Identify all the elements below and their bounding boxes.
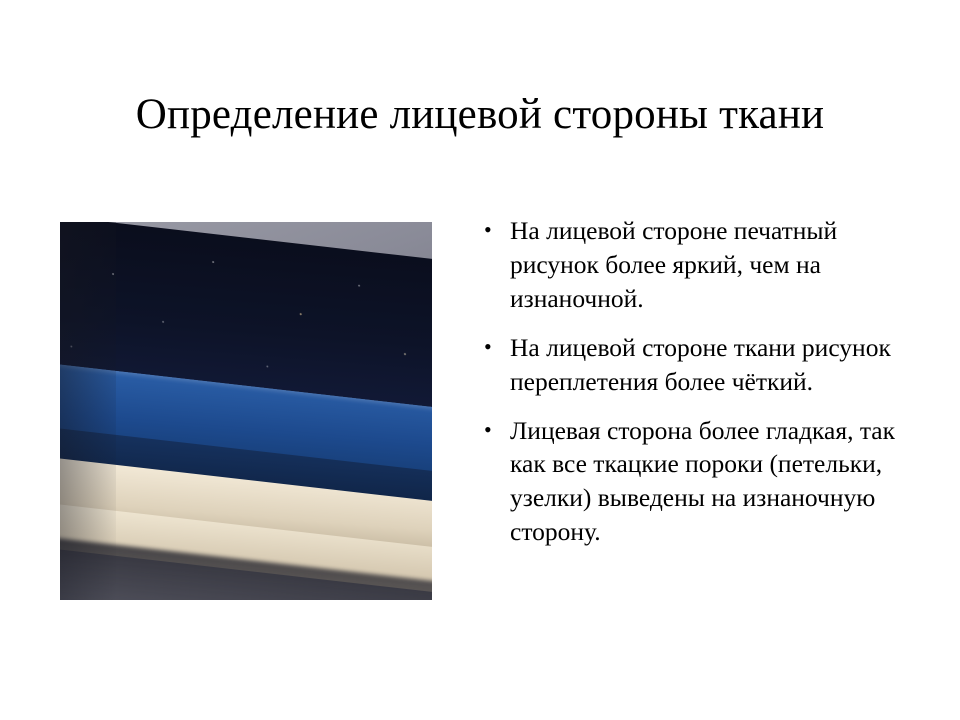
bullet-dot-icon: • xyxy=(484,333,492,359)
fabric-edge-left xyxy=(60,222,116,600)
list-item-text: Лицевая сторона более гладкая, так как все ткацкие пороки (петельки, узелки) выведены на изнаночную сторону. xyxy=(510,415,896,547)
bullet-dot-icon: • xyxy=(484,416,492,442)
fabric-layers-photo xyxy=(60,222,432,600)
list-item-text: На лицевой стороне печатный рисунок более яркий, чем на изнаночной. xyxy=(510,216,838,313)
bullet-dot-icon: • xyxy=(484,217,492,242)
list-item xyxy=(484,414,914,550)
page-title: Определение лицевой стороны ткани xyxy=(135,90,825,138)
bullet-list xyxy=(484,214,914,564)
list-item xyxy=(484,214,914,316)
list-item xyxy=(484,331,914,399)
photo-canvas xyxy=(60,222,432,600)
list-item-text: На лицевой стороне ткани рисунок переплетения более чёткий. xyxy=(510,332,891,396)
